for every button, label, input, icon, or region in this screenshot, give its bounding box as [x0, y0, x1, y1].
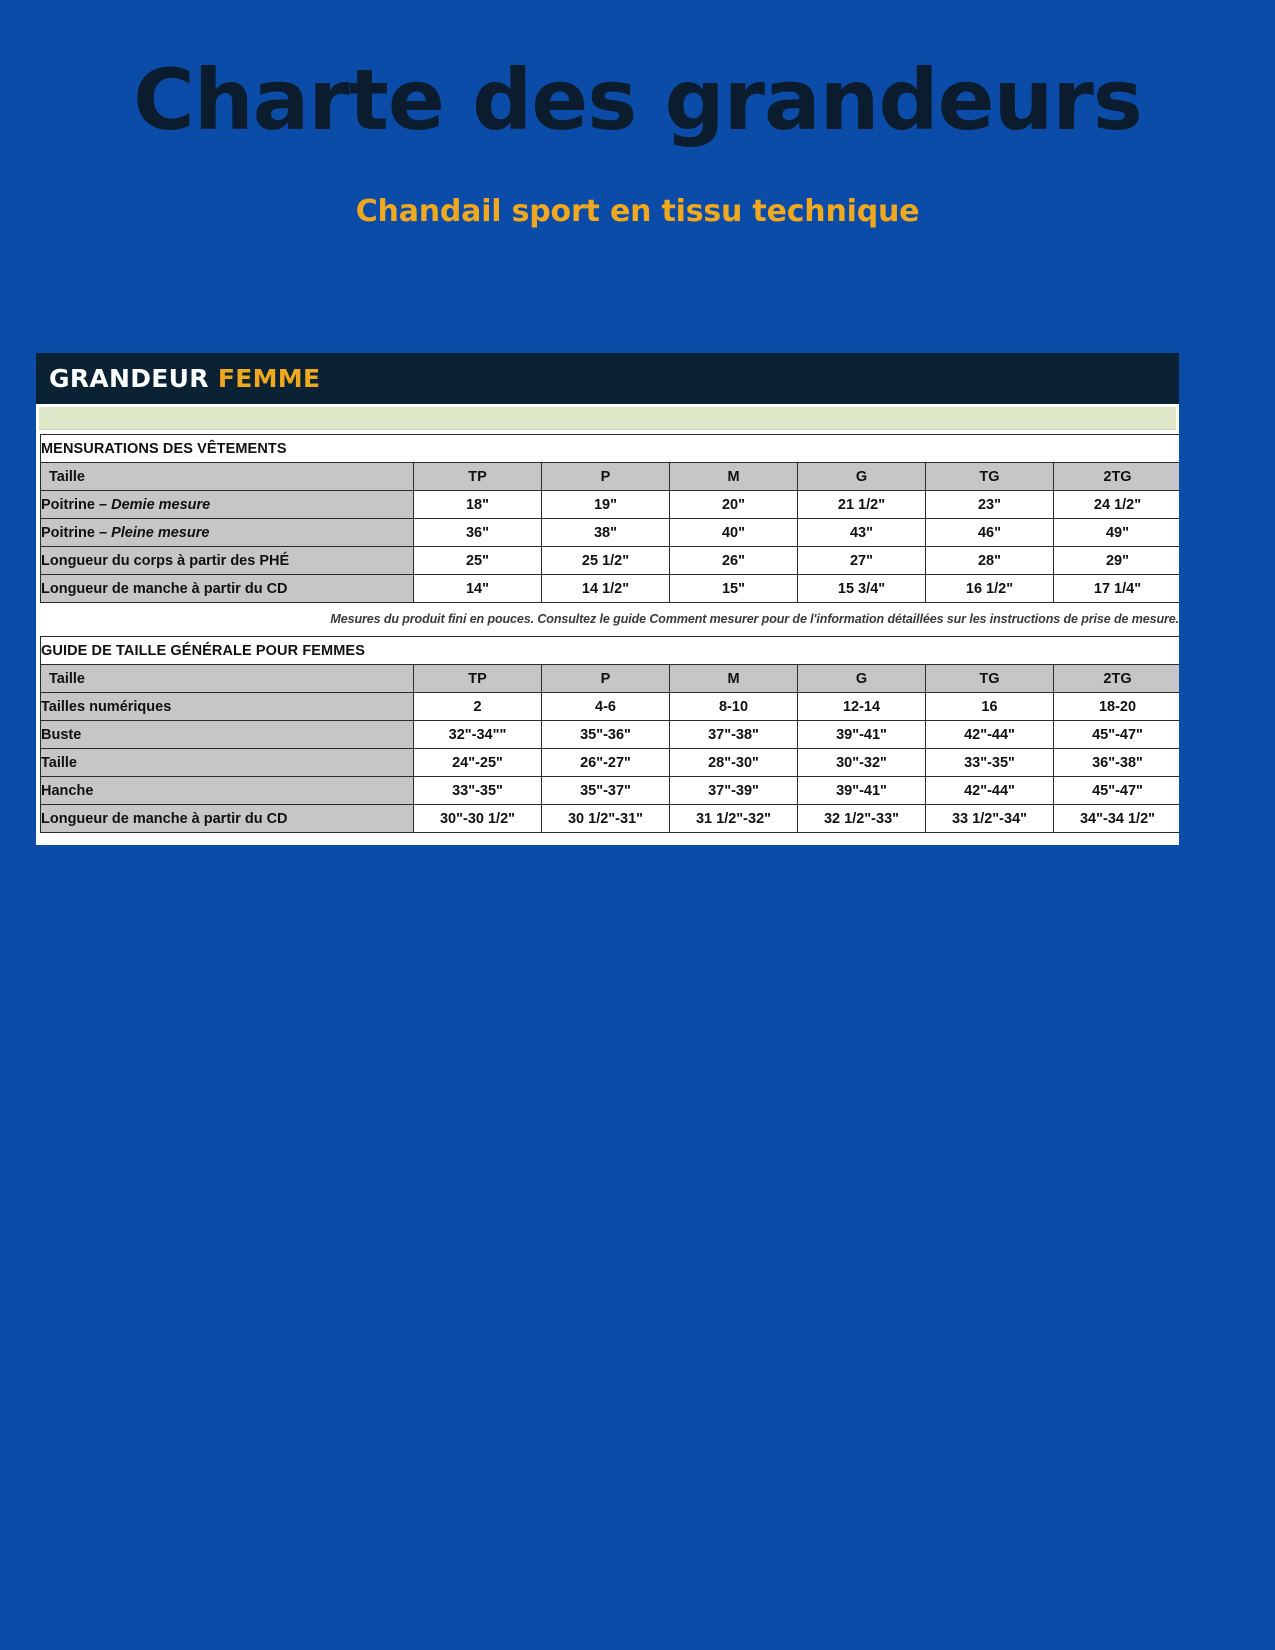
- measurement-footnote: Mesures du produit fini en pouces. Consultez le guide Comment mesurer pour de l'information détaillées sur les instructions de prise de mesure.: [330, 612, 1179, 626]
- cell-value: 20": [670, 491, 798, 519]
- header-cell-m: M: [670, 463, 798, 491]
- table-row: [41, 491, 1180, 519]
- garment-table-title: MENSURATIONS DES VÊTEMENTS: [41, 435, 1180, 463]
- row-label-plain: Poitrine –: [41, 524, 112, 541]
- cell-value: 33 1/2"-34": [926, 805, 1054, 833]
- cell-value: 36": [414, 519, 542, 547]
- cell-value: 26"-27": [542, 749, 670, 777]
- table-title-row: [41, 435, 1180, 463]
- cell-value: 42"-44": [926, 777, 1054, 805]
- header-cell-g: G: [798, 463, 926, 491]
- cell-value: 43": [798, 519, 926, 547]
- header-cell-tp: TP: [414, 665, 542, 693]
- garment-measurements-table: [40, 434, 1179, 603]
- header-cell-2tg: 2TG: [1054, 463, 1180, 491]
- cell-value: 37"-38": [670, 721, 798, 749]
- table-row: [41, 547, 1180, 575]
- cell-value: 35"-37": [542, 777, 670, 805]
- table-row: [41, 519, 1180, 547]
- garment-measurements-section: [36, 430, 1179, 845]
- table-row: [41, 721, 1180, 749]
- cell-value: 2: [414, 693, 542, 721]
- general-table-title: GUIDE DE TAILLE GÉNÉRALE POUR FEMMES: [41, 637, 1180, 665]
- table-row: [41, 575, 1180, 603]
- table-header-row: [41, 463, 1180, 491]
- page-title: Charte des grandeurs: [133, 51, 1142, 149]
- header-cell-g: G: [798, 665, 926, 693]
- cell-value: 25": [414, 547, 542, 575]
- general-size-guide-table: [40, 636, 1179, 833]
- cell-value: 4-6: [542, 693, 670, 721]
- cell-value: 28": [926, 547, 1054, 575]
- cell-value: 46": [926, 519, 1054, 547]
- cell-value: 14 1/2": [542, 575, 670, 603]
- row-label: [41, 519, 414, 547]
- grandeur-banner: [36, 353, 1179, 404]
- row-label-plain: Longueur de manche à partir du CD: [41, 580, 288, 597]
- card-body: [36, 407, 1179, 845]
- cell-value: 31 1/2"-32": [670, 805, 798, 833]
- cell-value: 23": [926, 491, 1054, 519]
- cell-value: 30"-30 1/2": [414, 805, 542, 833]
- row-label-plain: Poitrine –: [41, 496, 112, 513]
- size-chart-card: [36, 353, 1179, 845]
- cell-value: 36"-38": [1054, 749, 1180, 777]
- cell-value: 27": [798, 547, 926, 575]
- row-label: [41, 491, 414, 519]
- cell-value: 30 1/2"-31": [542, 805, 670, 833]
- row-label: [41, 547, 414, 575]
- header-cell-tg: TG: [926, 463, 1054, 491]
- table-row: [41, 693, 1180, 721]
- cell-value: 45"-47": [1054, 721, 1180, 749]
- row-label: [41, 575, 414, 603]
- cell-value: 37"-39": [670, 777, 798, 805]
- header-cell-p: P: [542, 463, 670, 491]
- header-cell-taille: Taille: [41, 665, 414, 693]
- header-cell-taille: Taille: [41, 463, 414, 491]
- cell-value: 29": [1054, 547, 1180, 575]
- page-subtitle: Chandail sport en tissu technique: [355, 194, 920, 229]
- cell-value: 19": [542, 491, 670, 519]
- cell-value: 8-10: [670, 693, 798, 721]
- cell-value: 17 1/4": [1054, 575, 1180, 603]
- page-header: [0, 0, 1275, 229]
- cell-value: 24"-25": [414, 749, 542, 777]
- cell-value: 40": [670, 519, 798, 547]
- green-divider-strip: [39, 407, 1176, 430]
- table-row: [41, 749, 1180, 777]
- cell-value: 30"-32": [798, 749, 926, 777]
- table-header-row: [41, 665, 1180, 693]
- cell-value: 39"-41": [798, 777, 926, 805]
- cell-value: 26": [670, 547, 798, 575]
- cell-value: 18-20: [1054, 693, 1180, 721]
- cell-value: 32 1/2"-33": [798, 805, 926, 833]
- cell-value: 38": [542, 519, 670, 547]
- cell-value: 18": [414, 491, 542, 519]
- row-label: Tailles numériques: [41, 693, 414, 721]
- cell-value: 28"-30": [670, 749, 798, 777]
- cell-value: 15 3/4": [798, 575, 926, 603]
- cell-value: 16: [926, 693, 1054, 721]
- row-label: Longueur de manche à partir du CD: [41, 805, 414, 833]
- table-row: [41, 805, 1180, 833]
- cell-value: 34"-34 1/2": [1054, 805, 1180, 833]
- cell-value: 14": [414, 575, 542, 603]
- cell-value: 35"-36": [542, 721, 670, 749]
- table-title-row: [41, 637, 1180, 665]
- header-cell-m: M: [670, 665, 798, 693]
- cell-value: 33"-35": [926, 749, 1054, 777]
- cell-value: 45"-47": [1054, 777, 1180, 805]
- cell-value: 25 1/2": [542, 547, 670, 575]
- cell-value: 49": [1054, 519, 1180, 547]
- row-label-plain: Longueur du corps à partir des PHÉ: [41, 552, 290, 569]
- row-label: Taille: [41, 749, 414, 777]
- row-label: Hanche: [41, 777, 414, 805]
- cell-value: 39"-41": [798, 721, 926, 749]
- cell-value: 42"-44": [926, 721, 1054, 749]
- row-label: Buste: [41, 721, 414, 749]
- header-cell-tg: TG: [926, 665, 1054, 693]
- header-cell-2tg: 2TG: [1054, 665, 1180, 693]
- cell-value: 21 1/2": [798, 491, 926, 519]
- cell-value: 16 1/2": [926, 575, 1054, 603]
- cell-value: 12-14: [798, 693, 926, 721]
- cell-value: 33"-35": [414, 777, 542, 805]
- header-cell-p: P: [542, 665, 670, 693]
- table-row: [41, 777, 1180, 805]
- cell-value: 24 1/2": [1054, 491, 1180, 519]
- banner-label-femme: FEMME: [217, 364, 321, 393]
- header-cell-tp: TP: [414, 463, 542, 491]
- cell-value: 32"-34"": [414, 721, 542, 749]
- row-label-italic: Demie mesure: [111, 496, 211, 513]
- cell-value: 15": [670, 575, 798, 603]
- banner-label-grandeur: GRANDEUR: [49, 364, 209, 393]
- row-label-italic: Pleine mesure: [111, 524, 210, 541]
- bottom-spacer: [40, 833, 1179, 839]
